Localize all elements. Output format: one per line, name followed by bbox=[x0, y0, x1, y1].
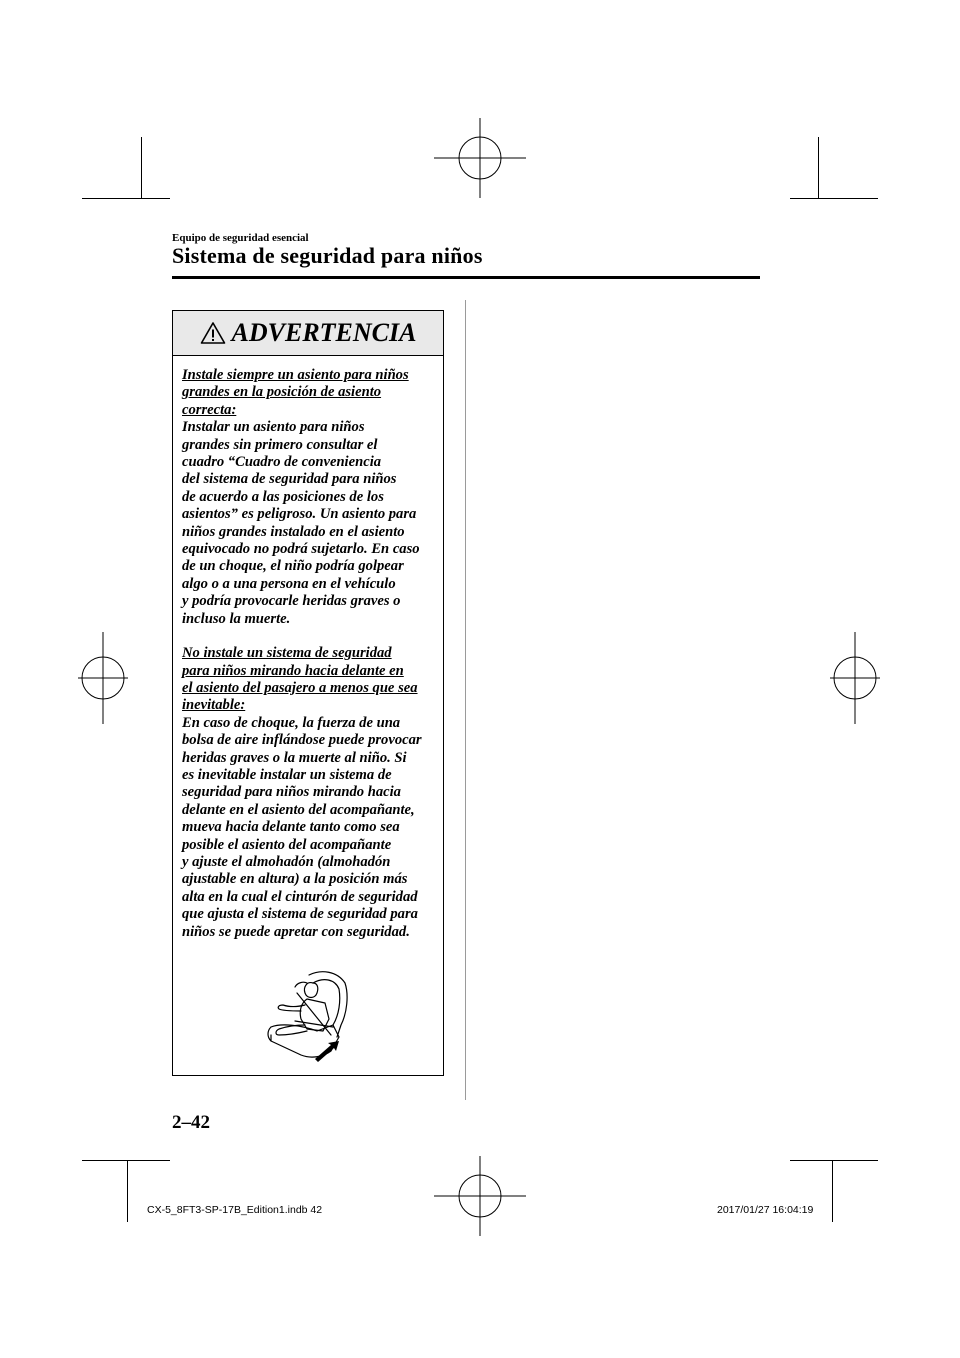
warning-text-line: equivocado no podrá sujetarlo. En caso bbox=[182, 541, 420, 558]
child-booster-seat-illustration bbox=[261, 965, 357, 1063]
warning-text-line: En caso de choque, la fuerza de una bbox=[182, 714, 401, 731]
page-title: Sistema de seguridad para niños bbox=[172, 243, 483, 268]
warning-text-line: y podría provocarle heridas graves o bbox=[182, 593, 401, 610]
footer-filename: CX-5_8FT3-SP-17B_Edition1.indb 42 bbox=[147, 1204, 323, 1216]
warning-body bbox=[182, 367, 442, 941]
paragraph-gap bbox=[182, 628, 442, 645]
footer-timestamp: 2017/01/27 16:04:19 bbox=[717, 1204, 814, 1216]
warning-text-line: posible el asiento del acompañante bbox=[182, 836, 392, 853]
warning-text-line: delante en el asiento del acompañante, bbox=[182, 801, 415, 818]
warning-text-line: que ajusta el sistema de seguridad para bbox=[182, 906, 418, 923]
warning-text-line: asientos” es peligroso. Un asiento para bbox=[182, 506, 417, 523]
warning-text-line: incluso la muerte. bbox=[182, 610, 291, 627]
warning-heading-line: para niños mirando hacia delante en bbox=[182, 662, 404, 679]
warning-heading-line: inevitable: bbox=[182, 697, 246, 714]
warning-text-line: Instalar un asiento para niños bbox=[182, 419, 365, 436]
warning-text-line: alta en la cual el cinturón de seguridad bbox=[182, 888, 418, 905]
warning-text-line: seguridad para niños mirando hacia bbox=[182, 784, 401, 801]
warning-text-line: algo o a una persona en el vehículo bbox=[182, 575, 396, 592]
section-label: Equipo de seguridad esencial bbox=[172, 232, 309, 244]
warning-text-line: de un choque, el niño podría golpear bbox=[182, 558, 404, 575]
warning-heading-line: el asiento del pasajero a menos que sea bbox=[182, 679, 418, 696]
warning-text-line: heridas graves o la muerte al niño. Si bbox=[182, 749, 407, 766]
warning-text-line: grandes sin primero consultar el bbox=[182, 436, 378, 453]
registration-mark-left bbox=[78, 632, 128, 724]
registration-mark-right bbox=[830, 632, 880, 724]
column-divider bbox=[465, 300, 466, 1100]
warning-text-line: y ajuste el almohadón (almohadón bbox=[182, 853, 391, 870]
warning-heading-line: grandes en la posición de asiento bbox=[182, 384, 382, 401]
warning-title: ADVERTENCIA bbox=[231, 318, 417, 347]
warning-text-line: mueva hacia delante tanto como sea bbox=[182, 819, 400, 836]
warning-text-line: de acuerdo a las posiciones de los bbox=[182, 488, 384, 505]
warning-text-line: niños grandes instalado en el asiento bbox=[182, 523, 405, 540]
warning-triangle-icon bbox=[200, 321, 226, 345]
warning-text-line: cuadro “Cuadro de conveniencia bbox=[182, 454, 382, 471]
warning-text-line: niños se puede apretar con seguridad. bbox=[182, 923, 410, 940]
warning-header bbox=[173, 311, 443, 356]
warning-heading-line: Instale siempre un asiento para niños bbox=[182, 367, 409, 383]
warning-heading-line: No instale un sistema de seguridad bbox=[182, 645, 392, 662]
warning-text-line: del sistema de seguridad para niños bbox=[182, 471, 397, 488]
warning-heading-line: correcta: bbox=[182, 401, 237, 418]
page-number: 2–42 bbox=[172, 1112, 210, 1133]
registration-mark-top bbox=[434, 118, 526, 198]
warning-text-line: bolsa de aire inflándose puede provocar bbox=[182, 732, 422, 749]
warning-text-line: ajustable en altura) a la posición más bbox=[182, 871, 408, 888]
warning-text-line: es inevitable instalar un sistema de bbox=[182, 766, 392, 783]
warning-box bbox=[172, 310, 444, 1076]
header-rule bbox=[172, 276, 760, 279]
registration-mark-bottom bbox=[434, 1156, 526, 1236]
